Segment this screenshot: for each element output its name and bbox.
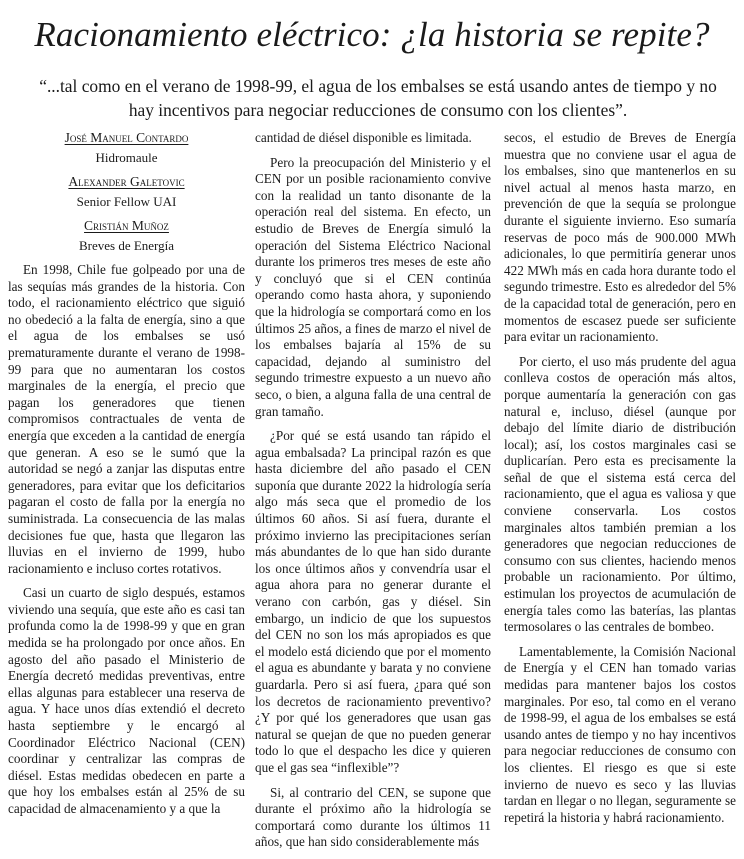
paragraph: Casi un cuarto de siglo después, estamos viviendo una sequía, que este año es casi tan profunda como la de 1998-99 y que en gran medida se ha prolongado por once años. En agosto del año pasado el Ministerio de Energía decretó medidas preventivas, entre ellas algunas para establecer una reserva de agua. Y hace unos días extendió el decreto hasta septiembre y le encargó al Coordinador Eléctrico Nacional (CEN) coordinar y centralizar las compras de diésel. Estas medidas obedecen en parte a que hoy los embalses están al 25% de su capacidad de almacenamiento y a que la <box>8 585 245 816</box>
column-3 <box>504 130 736 834</box>
column-1 <box>8 130 245 818</box>
column-2 <box>255 130 491 859</box>
pullquote: “...tal como en el verano de 1998-99, el agua de los embalses se está usando antes de tiempo y no hay incentivos para negociar reducciones de consumo con los clientes”. <box>39 76 717 120</box>
author-affiliation: Hidromaule <box>95 150 158 165</box>
paragraph: ¿Por qué se está usando tan rápido el agua embalsada? La principal razón es que hasta diciembre del año pasado el CEN suponía que durante 2022 la hidrología sería algo más seca que el promedio de los últimos 60 años. Si así fuera, durante el próximo invierno las precipitaciones serían más abundantes de lo que han sido durante los once últimos años y convendría usar el agua ahora para no generar durante el verano con carbón, gas y diésel. Sin embargo, un indicio de que los supuestos del CEN no son los más apropiados es que el modelo está diciendo que por el momento el agua es abundante y barata y no conviene guardarla. Pero si así fuera, ¿para qué son los decretos de racionamiento preventivo? ¿Y por qué los generadores que usan gas natural se quejan de que no pueden generar todo lo que el despacho les dice y quieren que el gas sea “inflexible”? <box>255 428 491 775</box>
paragraph: En 1998, Chile fue golpeado por una de las sequías más grandes de la historia. Con todo, el racionamiento eléctrico que siguió no obedeció a la falta de energía, sino a que el agua de los embalses se usó prematuramente durante el verano de 1998-99 para que no aumentaran los costos marginales de la energía, el precio que pagan los generadores que tienen compromisos contractuales de venta de energía que exceden a la cantidad de energía que generan. A eso se le sumó que la autoridad se negó a zanjar las disputas entre generadores, para evitar que los deficitarios pagaran el costo de falla por la energía no suministrada. La consecuencia de las malas decisiones fue que, hasta que llegaron las lluvias en el invierno de 1999, hubo racionamiento e incluso cortes rotativos. <box>8 262 245 576</box>
paragraph: Por cierto, el uso más prudente del agua conlleva costos de operación más altos, porque aumentaría la generación con gas natural e, incluso, diésel (aunque por debajo del límite diario de distribución local); así, los costos marginales casi se duplicarían. Pero esta es precisamente la señal de que el sistema está cerca del racionamiento, que el agua es valiosa y que conviene conservarla. Los costos marginales altos también premian a los generadores que negocian reducciones de consumo con sus clientes, haciendo menos probable un racionamiento. Por último, estimulan los proyectos de acumulación de energía tales como las baterías, las plantas termosolares o las centrales de bombeo. <box>504 353 736 635</box>
paragraph-continuation: cantidad de diésel disponible es limitada. <box>255 130 472 145</box>
author-affiliation: Breves de Energía <box>78 238 175 253</box>
paragraph: Lamentablemente, la Comisión Nacional de Energía y el CEN han tomado varias medidas para mantener bajos los costos marginales. Por eso, tal como en el verano de 1998-99, el agua de los embalses se está usando antes de tiempo y no hay incentivos para negociar reducciones de consumo con los clientes. El riesgo es que si este invierno de nuevo es seco y las lluvias tardan en llegar o no llegan, seguramente se repetirá la historia y habrá racionamiento. <box>504 643 736 825</box>
author-name: Alexander Galetovic <box>68 174 185 189</box>
paragraph: Pero la preocupación del Ministerio y el CEN por un posible racionamiento convive con la realidad un tanto disonante de la operación real del sistema. En efecto, un estudio de Breves de Energía simuló la operación del Sistema Eléctrico Nacional durante los primeros tres meses de este año y concluyó que si el CEN continúa operando como hasta ahora, y suponiendo que la hidrología se comportará como en los últimos 25 años, a fines de marzo el nivel de los embalses bajaría al 15% de su capacidad, dejando al suministro del segundo trimestre expuesto a un nuevo año seco, o bien, a alguna falla de una central de gran tamaño. <box>255 154 491 419</box>
author-name: José Manuel Contardo <box>64 130 189 145</box>
headline: Racionamiento eléctrico: ¿la historia se repite? <box>34 15 710 54</box>
author-name: Cristián Muñoz <box>84 218 169 233</box>
paragraph-continuation: secos, el estudio de Breves de Energía muestra que no conviene usar el agua de los embalses, sino que mantenerlos en su nivel actual al menos hasta marzo, en prevención de que la sequía se prolongue durante el siguiente invierno. Eso sumaría reservas de poco más de 900.000 MWh adicionales, lo que permitiría generar unos 422 MWh más en cada hora durante todo el segundo trimestre. Esto es alrededor del 5% de la capacidad total de generación, pero en momentos de escasez puede ser suficiente para evitar un racionamiento. <box>504 130 736 345</box>
paragraph: Si, al contrario del CEN, se supone que durante el próximo año la hidrología se comportará como durante los últimos 11 años, que han sido considerablemente más <box>255 784 491 850</box>
author-affiliation: Senior Fellow UAI <box>76 194 177 209</box>
